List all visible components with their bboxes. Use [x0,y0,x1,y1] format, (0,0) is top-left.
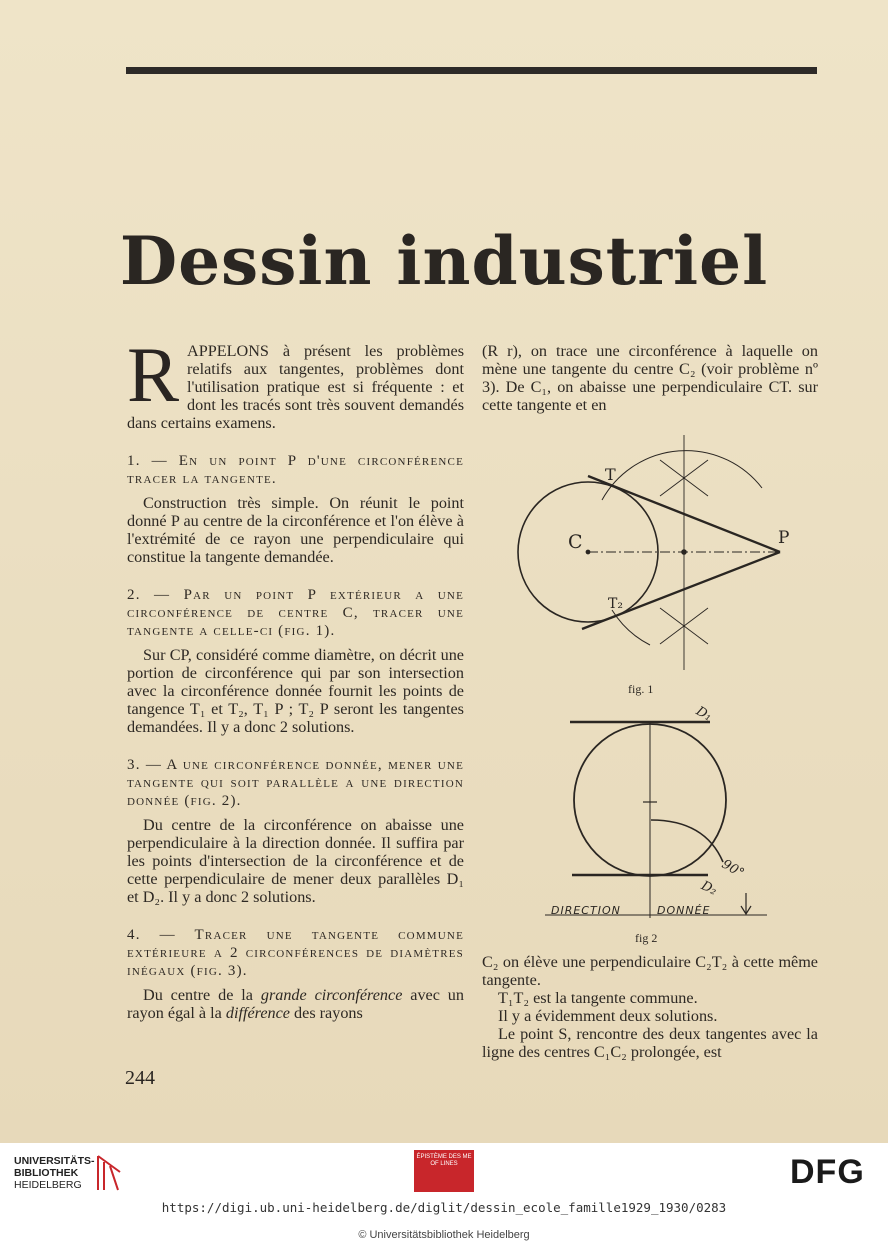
dropcap: R [127,331,180,418]
label-d1: D₁ [693,703,715,725]
tangent-t2 [582,552,780,629]
center-point [586,550,589,553]
section-body: Du centre de la circonférence on abaisse une perpendiculaire à la direction donnée. Il suffira par les points d'intersection de la circonférence et de cette perpendiculaire de mener deux parallèles D₁ et D₂. Il y a donc 2 solutions. [127,816,464,906]
emphasis: grande circonférence [260,986,403,1004]
label-direction: DIRECTION [551,904,621,917]
library-line-1: UNIVERSITÄTS- [14,1155,95,1167]
library-logo[interactable] [14,1155,95,1191]
body-text: Du centre de la [143,986,261,1004]
figure-2 [535,700,780,925]
permalink[interactable]: https://digi.ub.uni-heidelberg.de/diglit/dessin_ecole_famille1929_1930/0283 [161,1200,727,1215]
label-d2: D₂ [698,878,720,899]
continued-paragraph: (R r), on trace une circonférence à laquelle on mène une tangente du centre C₂ (voir problème nº 3). De C₁, on abaisse une perpendiculaire CT. sur cette tangente et en [482,342,818,414]
paragraph: Le point S, rencontre des deux tangentes avec la ligne des centres C₁C₂ prolongée, est [482,1025,818,1061]
funder-logo[interactable]: DFG [790,1153,865,1191]
right-column-top [482,342,818,414]
label-t2: T₂ [608,596,623,612]
section-heading: 4. — Tracer une tangente commune extérieure a 2 circonférences de diamètres inégaux (fig. 3). [127,927,464,979]
header-rule [126,67,817,74]
figure-1-caption: fig. 1 [628,682,654,696]
midpoint [682,550,686,554]
label-angle: 90° [719,856,747,882]
intro-paragraph [127,331,464,432]
figure-2-caption: fig 2 [635,931,658,945]
center-logo-text: ÉPISTÈME DES ME OF LINES [416,1154,472,1167]
label-p: P [778,528,790,548]
body-text: avec un rayon égal à la [127,986,464,1022]
label-t1: T [605,465,616,484]
library-line-3: HEIDELBERG [14,1179,82,1191]
library-mark-icon [90,1152,124,1194]
section-body: Sur CP, considéré comme diamètre, on décrit une portion de circonférence qui par son intersection avec la circonférence donnée fournit les points de tangence T₁ et T₂, T₁ P ; T₂ P seront les tangentes demandées. Il y a donc 2 solutions. [127,646,464,736]
section-heading: 2. — Par un point P extérieur a une circonférence de centre C, tracer une tangente a celle-ci (fig. 1). [127,587,464,639]
page-title: Dessin industriel [119,222,769,300]
paragraph: Il y a évidemment deux solutions. [498,1007,718,1025]
copyright: © Universitätsbibliothek Heidelberg [358,1229,530,1241]
paragraph: C₂ on élève une perpendiculaire C₂T₂ à cette même tangente. [482,953,818,989]
figure-1 [500,430,810,680]
emphasis: différence [225,1004,290,1022]
center-logo[interactable] [414,1150,474,1192]
label-donnee: DONNÉE [657,904,711,917]
label-c: C [568,531,583,553]
right-column-bottom [482,953,818,1061]
section-heading: 3. — A une circonférence donnée, mener une tangente qui soit parallèle a une direction donnée (fig. 2). [127,757,464,809]
intro-text: APPELONS à présent les problèmes relatifs aux tangentes, problèmes dont l'utilisation pratique est si fréquente : et dont les tracés sont très souvent demandés dans certains examens. [127,342,464,432]
section-body [127,986,464,1022]
paragraph: T₁T₂ est la tangente commune. [498,989,698,1007]
section-body: Construction très simple. On réunit le point donné P au centre de la circonférence et l'on élève à l'extrémité de ce rayon une perpendiculaire qui constitue la tangente demandée. [127,494,464,566]
angle-arc [651,820,723,862]
library-line-2: BIBLIOTHEK [14,1167,79,1179]
section-heading: 1. — En un point P d'une circonférence tracer la tangente. [127,453,464,487]
left-column [127,331,464,1022]
body-text: des rayons [290,1004,363,1022]
page-number: 244 [125,1067,155,1089]
